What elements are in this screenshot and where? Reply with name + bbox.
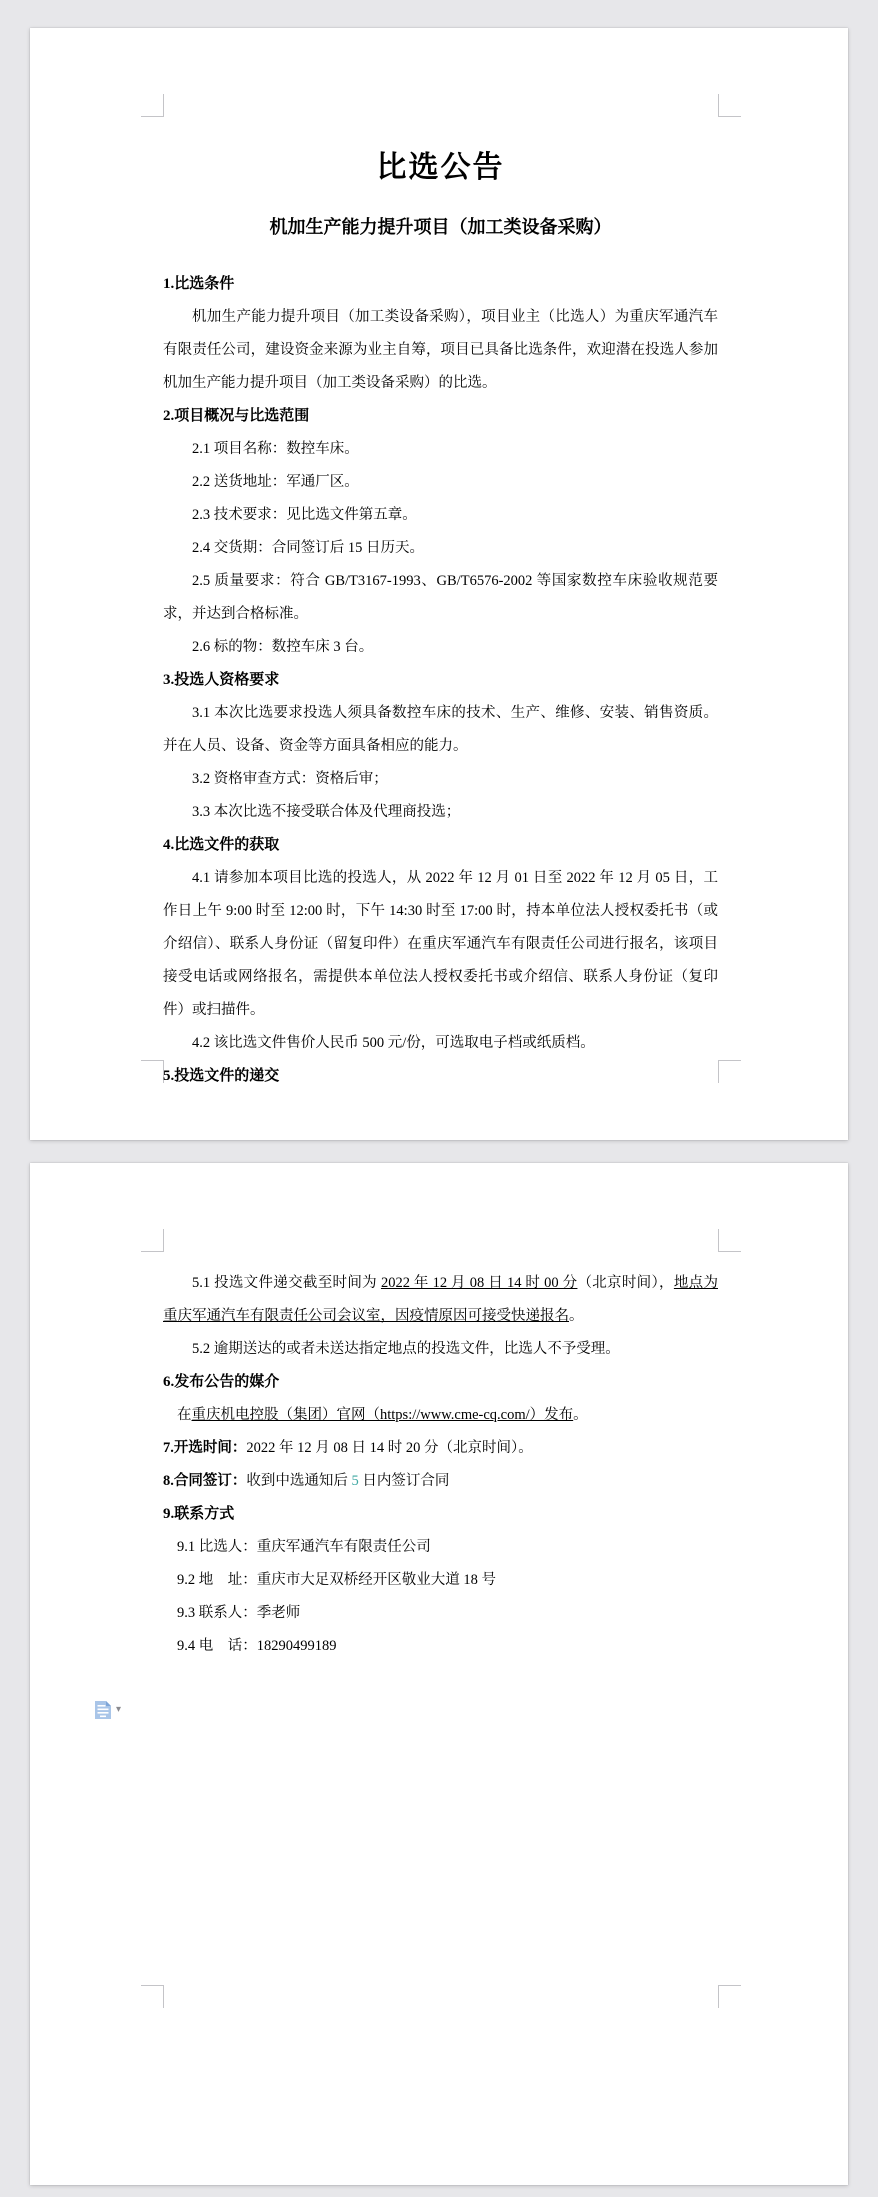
- page-1: [30, 28, 848, 1140]
- section-5-heading: 5.投选文件的递交: [163, 1068, 280, 1084]
- paragraph-2-2: 2.2 送货地址：军通厂区。: [192, 474, 359, 490]
- paragraph-2-3: 2.3 技术要求：见比选文件第五章。: [192, 507, 417, 523]
- paragraph-2-5: 2.5 质量要求：符合 GB/T3167-1993、GB/T6576-2002 等国家数控车床验收规范要求，并达到合格标准。: [163, 573, 718, 622]
- page-2-content: [163, 1163, 718, 1663]
- paragraph-5-1: 5.1 投选文件递交截至时间为 2022 年 12 月 08 日 14 时 00 分（北京时间），地点为重庆军通汽车有限责任公司会议室，因疫情原因可接受快递报名。: [163, 1275, 718, 1324]
- section-1-heading: 1.比选条件: [163, 276, 235, 292]
- paste-options-button[interactable]: [94, 1700, 130, 1724]
- page-1-paragraphs: [163, 268, 718, 1093]
- paragraph-2-4: 2.4 交货期：合同签订后 15 日历天。: [192, 540, 424, 556]
- margin-mark-top-right: [718, 94, 741, 117]
- margin-mark-top-right: [718, 1229, 741, 1252]
- paragraph-9-3: 9.3 联系人：季老师: [177, 1605, 301, 1621]
- page-2: [30, 1163, 848, 2185]
- margin-mark-bottom-right: [718, 1985, 741, 2008]
- doc-title: 比选公告: [376, 151, 505, 184]
- section-9-heading: 9.联系方式: [163, 1506, 235, 1522]
- paragraph-5-2: 5.2 逾期送达的或者未送达指定地点的投选文件，比选人不予受理。: [192, 1341, 620, 1357]
- page-1-content: [163, 28, 718, 1093]
- paragraph-9-1: 9.1 比选人：重庆军通汽车有限责任公司: [177, 1539, 431, 1555]
- margin-mark-bottom-left: [141, 1985, 164, 2008]
- section-4-heading: 4.比选文件的获取: [163, 837, 280, 853]
- margin-mark-bottom-right: [718, 1060, 741, 1083]
- paragraph-3-2: 3.2 资格审查方式：资格后审；: [192, 771, 388, 787]
- paragraph-9-2: 9.2 地 址：重庆市大足双桥经开区敬业大道 18 号: [177, 1572, 496, 1588]
- section-2-heading: 2.项目概况与比选范围: [163, 408, 310, 424]
- section-3-heading: 3.投选人资格要求: [163, 672, 280, 688]
- paragraph-2-1: 2.1 项目名称：数控车床。: [192, 441, 359, 457]
- section-7-line: 7.开选时间：2022 年 12 月 08 日 14 时 20 分（北京时间）。: [163, 1440, 533, 1456]
- paste-options-icon: [94, 1700, 112, 1725]
- paragraph-9-4: 9.4 电 话：18290499189: [177, 1638, 337, 1654]
- doc-subtitle: 机加生产能力提升项目（加工类设备采购）: [269, 217, 612, 237]
- paragraph-2-6: 2.6 标的物：数控车床 3 台。: [192, 639, 374, 655]
- margin-mark-top-left: [141, 1229, 164, 1252]
- page-2-paragraphs: [163, 1267, 718, 1663]
- paragraph-3-3: 3.3 本次比选不接受联合体及代理商投选；: [192, 804, 461, 820]
- dropdown-arrow-icon: ▾: [116, 1704, 122, 1715]
- section-6-heading: 6.发布公告的媒介: [163, 1374, 280, 1390]
- section-8-line: 8.合同签订：收到中选通知后 5 日内签订合同: [163, 1473, 450, 1489]
- margin-mark-bottom-left: [141, 1060, 164, 1083]
- paragraph-4-1: 4.1 请参加本项目比选的投选人，从 2022 年 12 月 01 日至 2022 年 12 月 05 日，工作日上午 9:00 时至 12:00 时，下午 14:30 时至 17:00 时，持本单位法人授权委托书（或介绍信）、联系人身份证（留复印件）在重庆军通汽车有限责任公司进行报名，该项目接受电话或网络报名，需提供本单位法人授权委托书或介绍信、联系人身份证（复印件）或扫描件。: [163, 870, 718, 1018]
- paragraph-1-body: 机加生产能力提升项目（加工类设备采购），项目业主（比选人）为重庆军通汽车有限责任公司，建设资金来源为业主自筹，项目已具备比选条件，欢迎潜在投选人参加机加生产能力提升项目（加工类设备采购）的比选。: [163, 309, 718, 391]
- margin-mark-top-left: [141, 94, 164, 117]
- website-link[interactable]: 重庆机电控股（集团）官网（https://www.cme-cq.com/）发布: [191, 1407, 574, 1423]
- paragraph-4-2: 4.2 该比选文件售价人民币 500 元/份，可选取电子档或纸质档。: [192, 1035, 595, 1051]
- paragraph-3-1: 3.1 本次比选要求投选人须具备数控车床的技术、生产、维修、安装、销售资质。并在人员、设备、资金等方面具备相应的能力。: [163, 705, 718, 754]
- paragraph-6-body: 在重庆机电控股（集团）官网（https://www.cme-cq.com/）发布。: [177, 1407, 588, 1423]
